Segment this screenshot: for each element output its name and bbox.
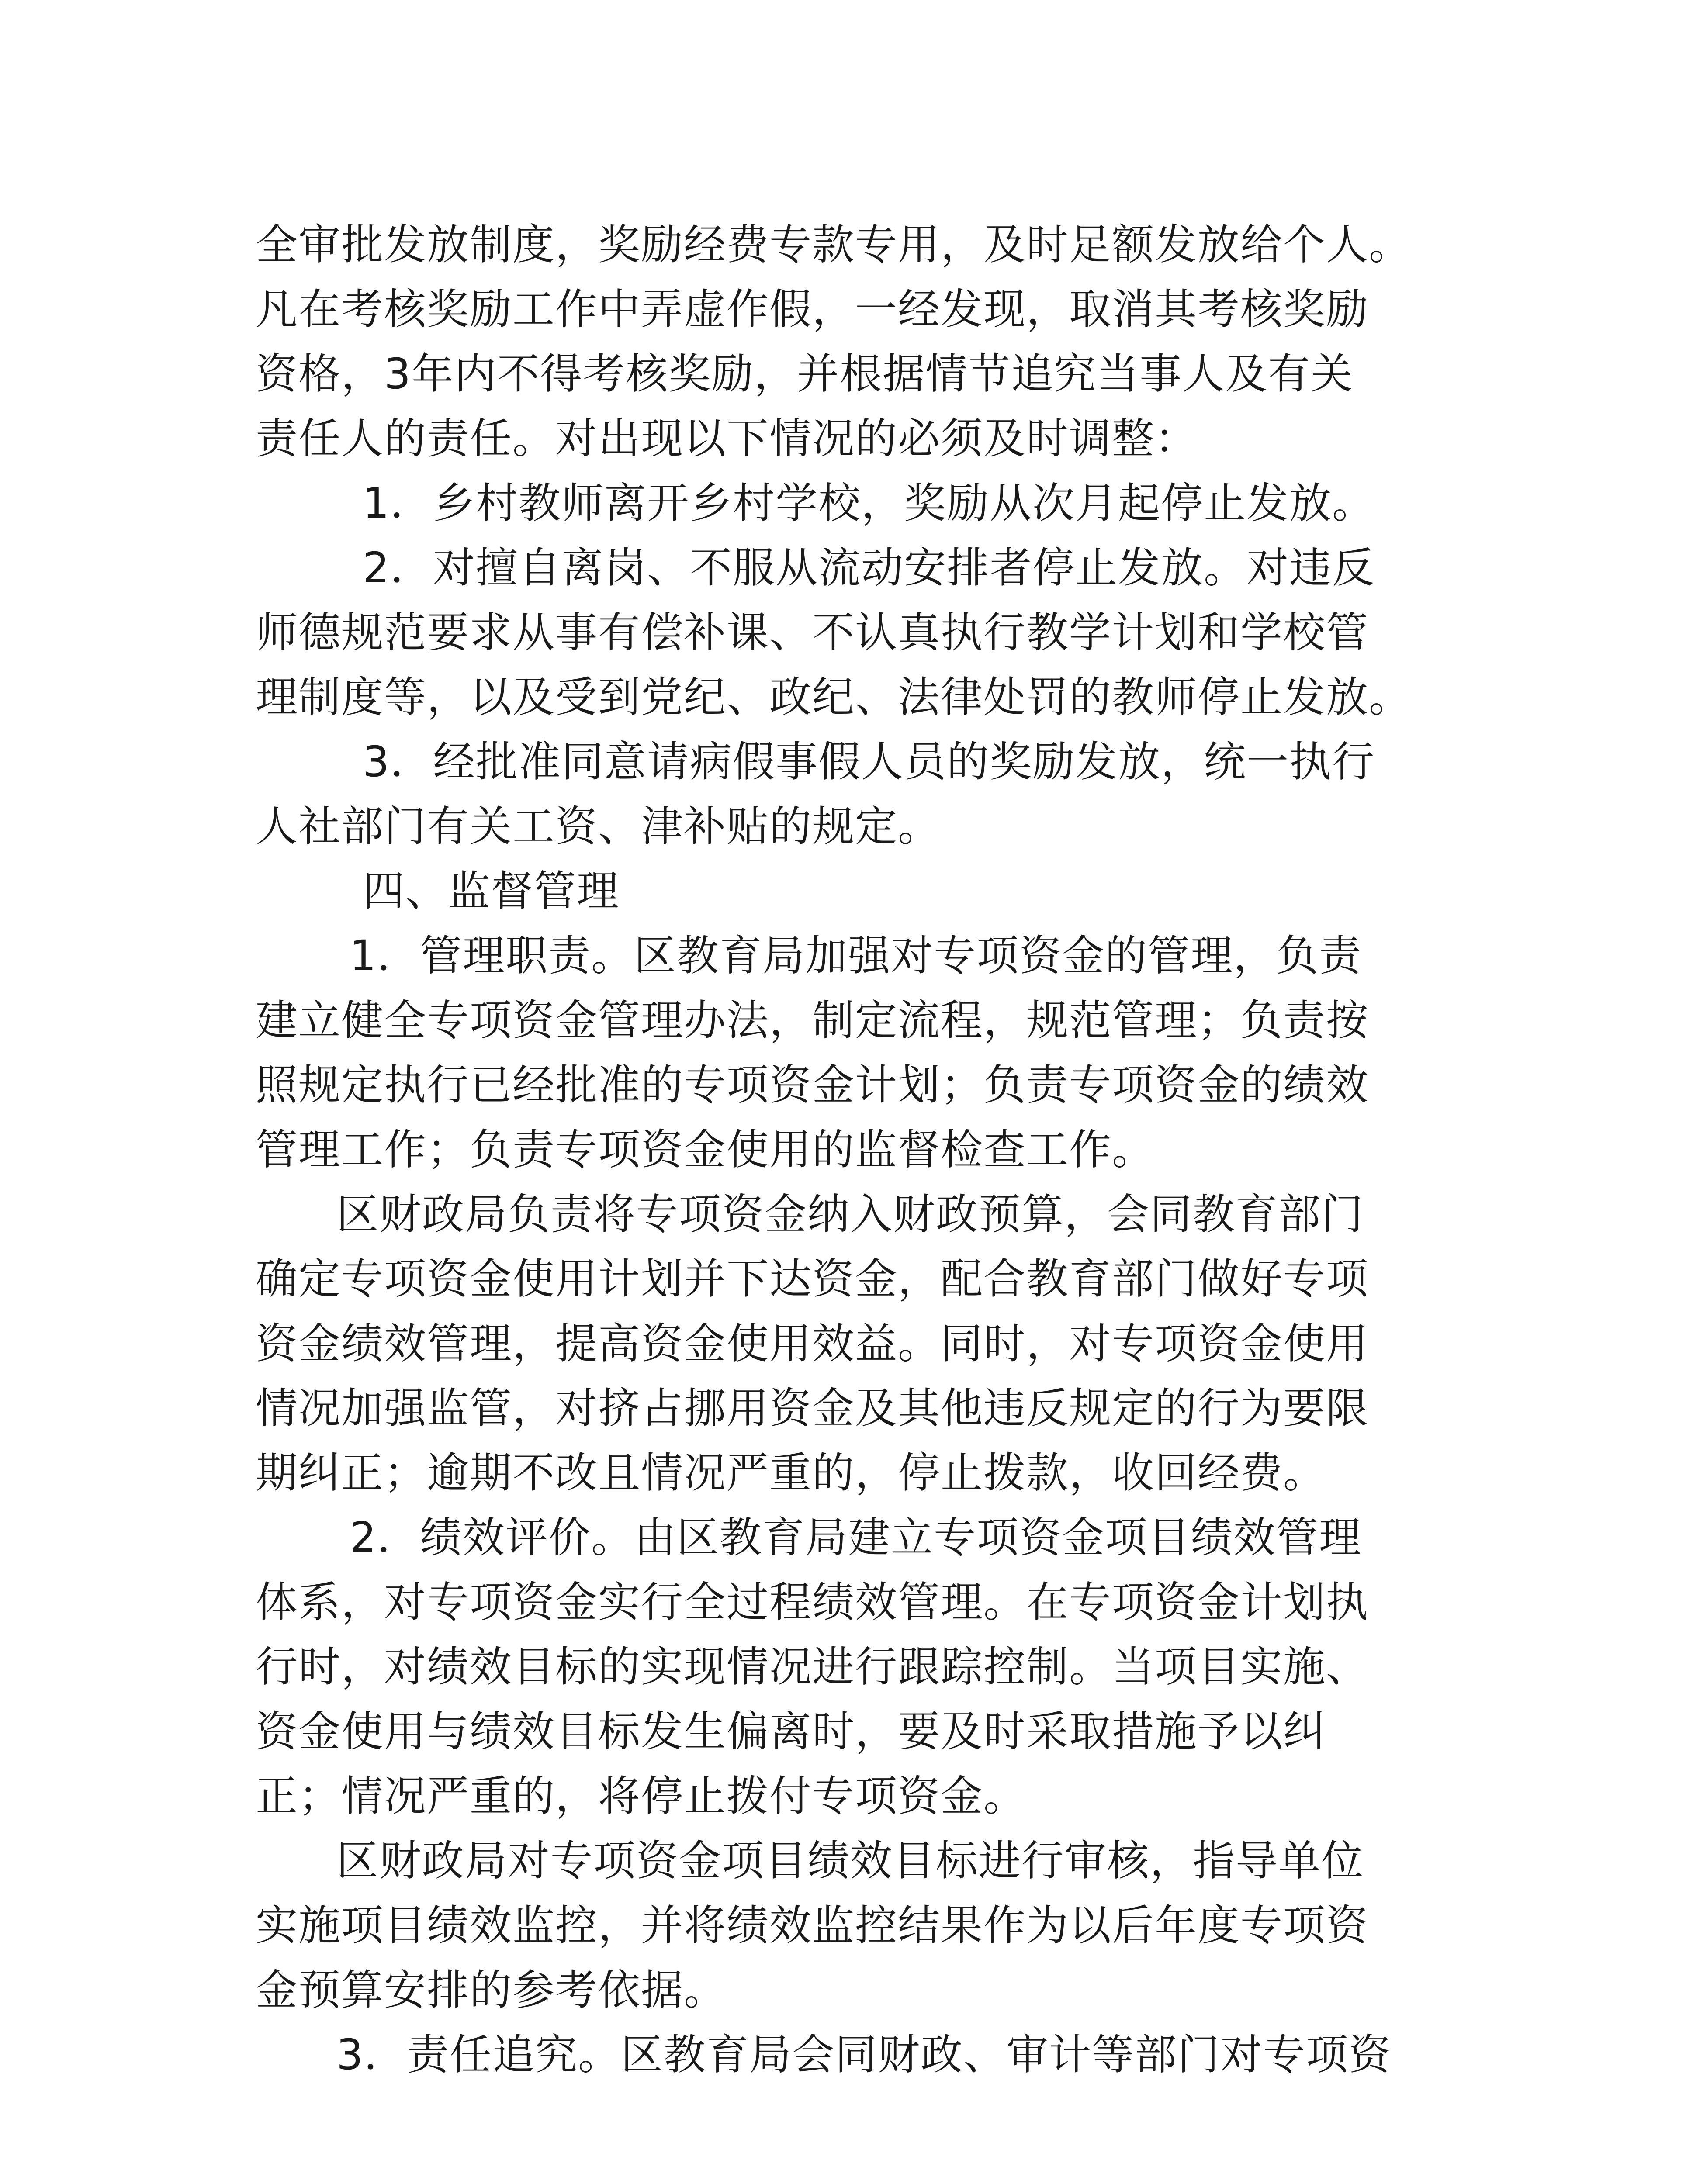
body-text-line: 情况加强监管，对挤占挪用资金及其他违反规定的行为要限 bbox=[256, 1384, 1369, 1433]
body-text-line: 照规定执行已经批准的专项资金计划；负责专项资金的绩效 bbox=[256, 1061, 1369, 1109]
section-heading: 四、监督管理 bbox=[363, 867, 620, 916]
body-text-line: 金预算安排的参考依据。 bbox=[256, 1966, 727, 2015]
list-item-1: 1．乡村教师离开乡村学校，奖励从次月起停止发放。 bbox=[363, 479, 1375, 528]
body-text-line: 责任人的责任。对出现以下情况的必须及时调整： bbox=[256, 414, 1198, 463]
paragraph-finance-bureau: 区财政局负责将专项资金纳入财政预算，会同教育部门 bbox=[336, 1190, 1364, 1239]
body-text-line: 凡在考核奖励工作中弄虚作假，一经发现，取消其考核奖励 bbox=[256, 285, 1369, 334]
body-text-line: 资金使用与绩效目标发生偏离时，要及时采取措施予以纠 bbox=[256, 1707, 1326, 1756]
body-text-line: 体系，对专项资金实行全过程绩效管理。在专项资金计划执 bbox=[256, 1578, 1369, 1627]
body-text-line: 正；情况严重的，将停止拨付专项资金。 bbox=[256, 1772, 1026, 1821]
body-text-line: 全审批发放制度，奖励经费专款专用，及时足额发放给个人。 bbox=[256, 220, 1412, 269]
body-text-line: 人社部门有关工资、津补贴的规定。 bbox=[256, 802, 941, 851]
body-text-line: 确定专项资金使用计划并下达资金，配合教育部门做好专项 bbox=[256, 1254, 1369, 1303]
body-text-line: 行时，对绩效目标的实现情况进行跟踪控制。当项目实施、 bbox=[256, 1642, 1369, 1691]
paragraph-accountability: 3．责任追究。区教育局会同财政、审计等部门对专项资 bbox=[336, 2030, 1392, 2079]
body-text-line: 师德规范要求从事有偿补课、不认真执行教学计划和学校管 bbox=[256, 608, 1369, 657]
body-text-line: 资格，3年内不得考核奖励，并根据情节追究当事人及有关 bbox=[256, 349, 1354, 398]
paragraph-management-duties: 1．管理职责。区教育局加强对专项资金的管理，负责 bbox=[350, 931, 1362, 980]
paragraph-performance-evaluation: 2．绩效评价。由区教育局建立专项资金项目绩效管理 bbox=[350, 1513, 1362, 1562]
body-text-line: 实施项目绩效监控，并将绩效监控结果作为以后年度专项资 bbox=[256, 1901, 1369, 1950]
body-text-line: 期纠正；逾期不改且情况严重的，停止拨款，收回经费。 bbox=[256, 1448, 1326, 1497]
body-text-line: 管理工作；负责专项资金使用的监督检查工作。 bbox=[256, 1125, 1155, 1174]
body-text-line: 资金绩效管理，提高资金使用效益。同时，对专项资金使用 bbox=[256, 1319, 1369, 1368]
body-text-line: 建立健全专项资金管理办法，制定流程，规范管理；负责按 bbox=[256, 996, 1369, 1045]
list-item-3: 3．经批准同意请病假事假人员的奖励发放，统一执行 bbox=[363, 737, 1375, 786]
paragraph-finance-review: 区财政局对专项资金项目绩效目标进行审核，指导单位 bbox=[336, 1836, 1364, 1885]
body-text-line: 理制度等，以及受到党纪、政纪、法律处罚的教师停止发放。 bbox=[256, 673, 1412, 722]
list-item-2: 2．对擅自离岗、不服从流动安排者停止发放。对违反 bbox=[363, 543, 1375, 592]
